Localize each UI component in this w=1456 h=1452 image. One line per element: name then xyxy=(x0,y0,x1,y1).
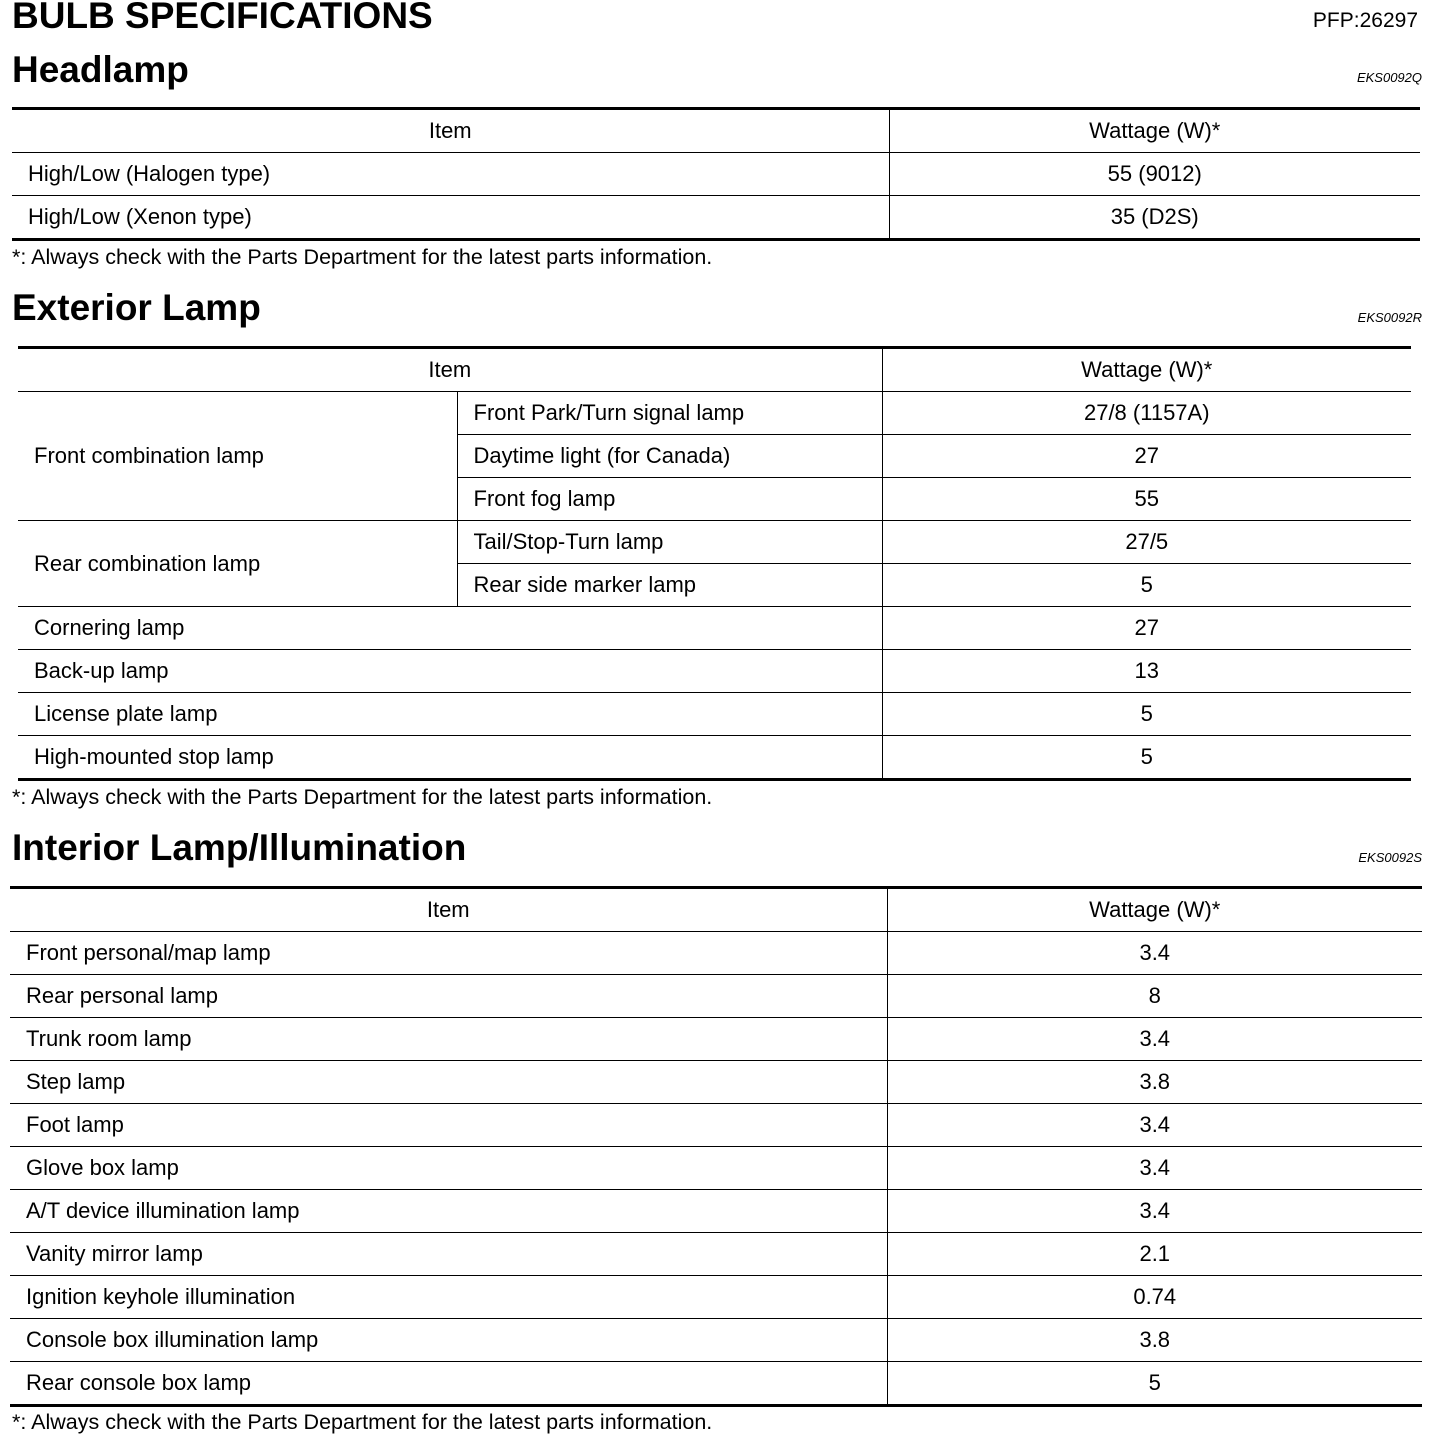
table-header-row xyxy=(12,109,1420,153)
table-row xyxy=(10,1104,1422,1147)
wattage-cell: 3.4 xyxy=(887,1018,1422,1061)
wattage-cell: 35 (D2S) xyxy=(889,196,1420,240)
item-cell: License plate lamp xyxy=(18,693,882,736)
item-cell: High-mounted stop lamp xyxy=(18,736,882,780)
table-header-row xyxy=(10,888,1422,932)
interior-note: *: Always check with the Parts Department for the latest parts information. xyxy=(12,1410,713,1434)
header-wattage: Wattage (W)* xyxy=(889,109,1420,153)
item-cell: Glove box lamp xyxy=(10,1147,887,1190)
table-row xyxy=(10,1233,1422,1276)
table-header-row xyxy=(18,348,1411,392)
table-row xyxy=(12,196,1420,240)
table-row xyxy=(10,1147,1422,1190)
item-cell: Rear console box lamp xyxy=(10,1362,887,1406)
interior-code: EKS0092S xyxy=(1358,850,1422,865)
wattage-cell: 3.4 xyxy=(887,1147,1422,1190)
wattage-cell: 3.4 xyxy=(887,1190,1422,1233)
table-row xyxy=(10,932,1422,975)
table-row xyxy=(10,1362,1422,1406)
headlamp-title: Headlamp xyxy=(12,49,189,90)
wattage-cell: 8 xyxy=(887,975,1422,1018)
headlamp-table xyxy=(12,107,1420,241)
header-wattage: Wattage (W)* xyxy=(882,348,1411,392)
exterior-table xyxy=(18,346,1411,781)
group-cell: Rear combination lamp xyxy=(18,521,457,607)
item-cell: A/T device illumination lamp xyxy=(10,1190,887,1233)
headlamp-code: EKS0092Q xyxy=(1356,70,1422,85)
pfp-code: PFP:26297 xyxy=(1312,9,1418,32)
item-cell: Console box illumination lamp xyxy=(10,1319,887,1362)
item-cell: Front fog lamp xyxy=(457,478,882,521)
interior-title: Interior Lamp/Illumination xyxy=(12,827,467,868)
wattage-cell: 5 xyxy=(882,564,1411,607)
table-row xyxy=(10,1018,1422,1061)
wattage-cell: 2.1 xyxy=(887,1233,1422,1276)
wattage-cell: 3.8 xyxy=(887,1319,1422,1362)
wattage-cell: 55 xyxy=(882,478,1411,521)
wattage-cell: 5 xyxy=(882,736,1411,780)
group-cell: Front combination lamp xyxy=(18,392,457,521)
page-title: BULB SPECIFICATIONS xyxy=(12,0,433,36)
exterior-title: Exterior Lamp xyxy=(12,287,261,328)
item-cell: Step lamp xyxy=(10,1061,887,1104)
table-row xyxy=(18,736,1411,780)
item-cell: Back-up lamp xyxy=(18,650,882,693)
item-cell: Front Park/Turn signal lamp xyxy=(457,392,882,435)
item-cell: Daytime light (for Canada) xyxy=(457,435,882,478)
item-cell: Vanity mirror lamp xyxy=(10,1233,887,1276)
item-cell: High/Low (Xenon type) xyxy=(12,196,889,240)
item-cell: Front personal/map lamp xyxy=(10,932,887,975)
interior-table xyxy=(10,886,1422,1407)
wattage-cell: 0.74 xyxy=(887,1276,1422,1319)
wattage-cell: 3.4 xyxy=(887,932,1422,975)
table-row xyxy=(10,1061,1422,1104)
wattage-cell: 27 xyxy=(882,435,1411,478)
item-cell: Rear personal lamp xyxy=(10,975,887,1018)
item-cell: Tail/Stop-Turn lamp xyxy=(457,521,882,564)
table-row xyxy=(18,392,1411,435)
table-row xyxy=(18,607,1411,650)
wattage-cell: 5 xyxy=(882,693,1411,736)
item-cell: Rear side marker lamp xyxy=(457,564,882,607)
exterior-code: EKS0092R xyxy=(1357,310,1422,325)
table-row xyxy=(18,650,1411,693)
header-item: Item xyxy=(18,348,882,392)
wattage-cell: 27/8 (1157A) xyxy=(882,392,1411,435)
item-cell: Ignition keyhole illumination xyxy=(10,1276,887,1319)
table-row xyxy=(10,1319,1422,1362)
table-row xyxy=(12,153,1420,196)
item-cell: Trunk room lamp xyxy=(10,1018,887,1061)
header-wattage: Wattage (W)* xyxy=(887,888,1422,932)
wattage-cell: 55 (9012) xyxy=(889,153,1420,196)
table-row xyxy=(18,693,1411,736)
wattage-cell: 27 xyxy=(882,607,1411,650)
item-cell: Foot lamp xyxy=(10,1104,887,1147)
item-cell: High/Low (Halogen type) xyxy=(12,153,889,196)
header-item: Item xyxy=(10,888,887,932)
table-row xyxy=(10,1190,1422,1233)
wattage-cell: 5 xyxy=(887,1362,1422,1406)
exterior-note: *: Always check with the Parts Department for the latest parts information. xyxy=(12,785,713,809)
table-row xyxy=(18,521,1411,564)
wattage-cell: 3.4 xyxy=(887,1104,1422,1147)
wattage-cell: 13 xyxy=(882,650,1411,693)
table-row xyxy=(10,1276,1422,1319)
item-cell: Cornering lamp xyxy=(18,607,882,650)
headlamp-note: *: Always check with the Parts Department for the latest parts information. xyxy=(12,245,713,269)
table-row xyxy=(10,975,1422,1018)
wattage-cell: 3.8 xyxy=(887,1061,1422,1104)
wattage-cell: 27/5 xyxy=(882,521,1411,564)
header-item: Item xyxy=(12,109,889,153)
